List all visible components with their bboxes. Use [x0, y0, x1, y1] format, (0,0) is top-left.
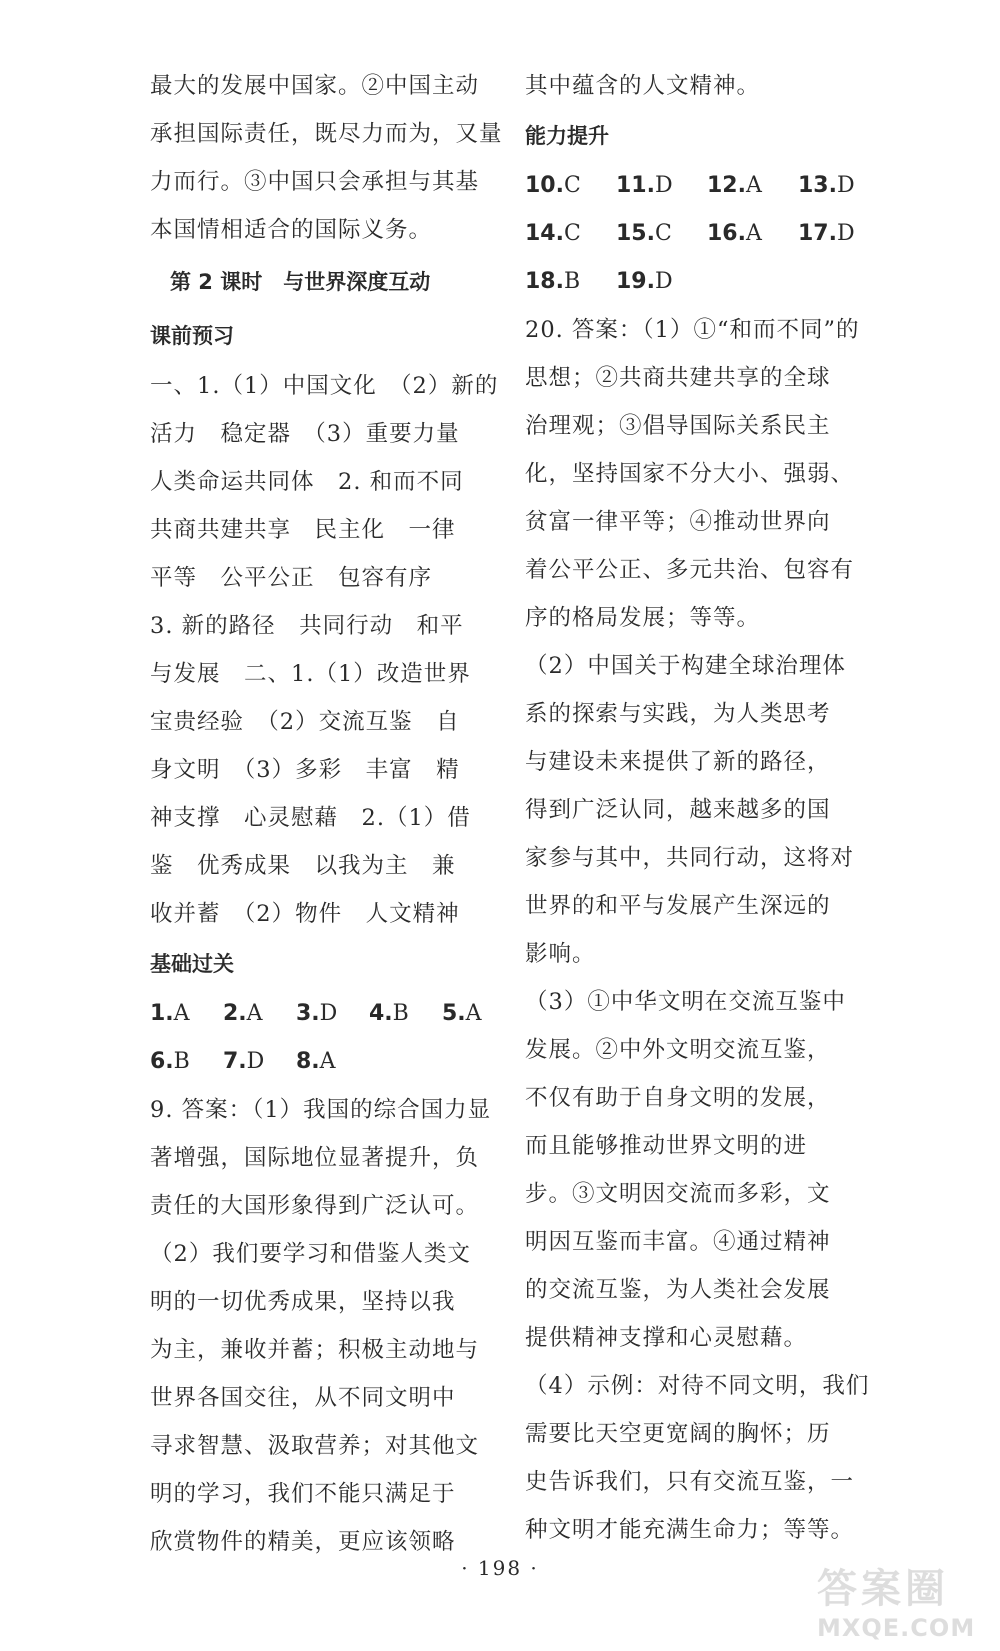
text-line: （2）中国关于构建全球治理体 [525, 653, 846, 679]
answer-item: 19.D [616, 269, 673, 294]
text-line: 明因互鉴而丰富。④通过精神 [525, 1229, 831, 1255]
text-line: 一、1.（1）中国文化 （2）新的 [150, 373, 499, 399]
text-line: 发展。②中外文明交流互鉴， [525, 1037, 831, 1063]
text-line: 9. 答案：（1）我国的综合国力显 [150, 1097, 492, 1123]
preview-block [150, 362, 499, 938]
text-line: 与发展 二、1.（1）改造世界 [150, 661, 471, 687]
text-line: 影响。 [525, 941, 596, 967]
text-line: 序的格局发展；等等。 [525, 605, 761, 631]
ability-heading: 能力提升 [525, 124, 609, 148]
answer-item: 8.A [296, 1049, 336, 1074]
preview-heading: 课前预习 [150, 324, 234, 348]
text-line: 神支撑 心灵慰藉 2.（1）借 [150, 805, 471, 831]
text-line: 史告诉我们，只有交流互鉴，一 [525, 1469, 855, 1495]
text-line: （3）①中华文明在交流互鉴中 [525, 989, 846, 1015]
answer-row [525, 210, 870, 258]
answer-item: 11.D [616, 173, 673, 198]
q20-part1 [525, 306, 870, 642]
answer-item: 17.D [798, 221, 855, 246]
answer-item: 10.C [525, 173, 581, 198]
text-line: 收并蓄 （2）物件 人文精神 [150, 901, 460, 927]
answer-item: 5.A [442, 1001, 482, 1026]
answer-item: 7.D [223, 1049, 265, 1074]
text-line: 提供精神支撑和心灵慰藉。 [525, 1325, 808, 1351]
answer-item: 15.C [616, 221, 672, 246]
text-line: 得到广泛认同，越来越多的国 [525, 797, 831, 823]
text-line: 活力 稳定器 （3）重要力量 [150, 421, 460, 447]
text-line: 世界各国交往，从不同文明中 [150, 1385, 456, 1411]
text-line: 思想；②共商共建共享的全球 [525, 365, 831, 391]
text-line: 宝贵经验 （2）交流互鉴 自 [150, 709, 460, 735]
text-line: 的交流互鉴，为人类社会发展 [525, 1277, 831, 1303]
right-column [525, 62, 870, 1554]
text-line: 鉴 优秀成果 以我为主 兼 [150, 853, 456, 879]
text-line: 为主，兼收并蓄；积极主动地与 [150, 1337, 480, 1363]
ability-answers [525, 162, 870, 306]
answer-item: 3.D [296, 1001, 338, 1026]
text-line: 平等 公平公正 包容有序 [150, 565, 433, 591]
text-line: 步。③文明因交流而多彩，文 [525, 1181, 831, 1207]
text-line: 与建设未来提供了新的路径， [525, 749, 831, 775]
text-line: 不仅有助于自身文明的发展， [525, 1085, 831, 1111]
text-line: 治理观；③倡导国际关系民主 [525, 413, 831, 439]
text-line: 明的学习，我们不能只满足于 [150, 1481, 456, 1507]
text-line: 欣赏物件的精美，更应该领略 [150, 1529, 456, 1555]
text-line: 20. 答案：（1）①“和而不同”的 [525, 317, 860, 343]
answer-item: 12.A [707, 173, 762, 198]
answer-item: 13.D [798, 173, 855, 198]
text-line: 承担国际责任，既尽力而为，又量 [150, 121, 503, 147]
q20-part3 [525, 978, 870, 1362]
text-line: 寻求智慧、汲取营养；对其他文 [150, 1433, 480, 1459]
page-number: · 198 · [461, 1556, 539, 1580]
answer-item: 4.B [369, 1001, 409, 1026]
text-line: 需要比天空更宽阔的胸怀；历 [525, 1421, 831, 1447]
text-line: 化，坚持国家不分大小、强弱、 [525, 461, 855, 487]
left-column [150, 62, 503, 1566]
answer-row [525, 258, 870, 306]
text-line: 明的一切优秀成果，坚持以我 [150, 1289, 456, 1315]
text-line: （4）示例：对待不同文明，我们 [525, 1373, 870, 1399]
answer-item: 6.B [150, 1049, 190, 1074]
watermark-url: MXQE.COM [817, 1614, 976, 1642]
watermark-logo [817, 1557, 992, 1647]
watermark-text: 答案圈 [817, 1566, 949, 1612]
text-line: 责任的大国形象得到广泛认可。 [150, 1193, 480, 1219]
text-line: 力而行。③中国只会承担与其基 [150, 169, 480, 195]
text-line: 着公平公正、多元共治、包容有 [525, 557, 855, 583]
lesson-title: 第 2 课时 与世界深度互动 [170, 270, 431, 294]
text-line: 本国情相适合的国际义务。 [150, 217, 433, 243]
text-line: 世界的和平与发展产生深远的 [525, 893, 831, 919]
text-line: 种文明才能充满生命力；等等。 [525, 1517, 855, 1543]
text-line: 3. 新的路径 共同行动 和平 [150, 613, 464, 639]
answer-row [150, 1038, 495, 1086]
answer-item: 1.A [150, 1001, 190, 1026]
text-line: 最大的发展中国家。②中国主动 [150, 73, 480, 99]
text-line: （2）我们要学习和借鉴人类文 [150, 1241, 471, 1267]
answer-item: 16.A [707, 221, 762, 246]
text-line: 著增强，国际地位显著提升，负 [150, 1145, 480, 1171]
q9-block [150, 1086, 495, 1566]
text-line: 系的探索与实践，为人类思考 [525, 701, 831, 727]
text-line: 其中蕴含的人文精神。 [525, 73, 761, 99]
text-line: 而且能够推动世界文明的进 [525, 1133, 808, 1159]
text-line: 共商共建共享 民主化 一律 [150, 517, 456, 543]
intro-block [150, 62, 503, 254]
text-line: 贫富一律平等；④推动世界向 [525, 509, 831, 535]
text-line: 身文明 （3）多彩 丰富 精 [150, 757, 460, 783]
answer-row [525, 162, 870, 210]
basic-heading: 基础过关 [150, 952, 234, 976]
answer-item: 14.C [525, 221, 581, 246]
answer-row [150, 990, 495, 1038]
q20-part2 [525, 642, 870, 978]
text-line: 人类命运共同体 2. 和而不同 [150, 469, 464, 495]
text-line: 家参与其中，共同行动，这将对 [525, 845, 855, 871]
answer-item: 2.A [223, 1001, 263, 1026]
q20-part4 [525, 1362, 870, 1554]
basic-answers [150, 990, 495, 1086]
answer-item: 18.B [525, 269, 581, 294]
